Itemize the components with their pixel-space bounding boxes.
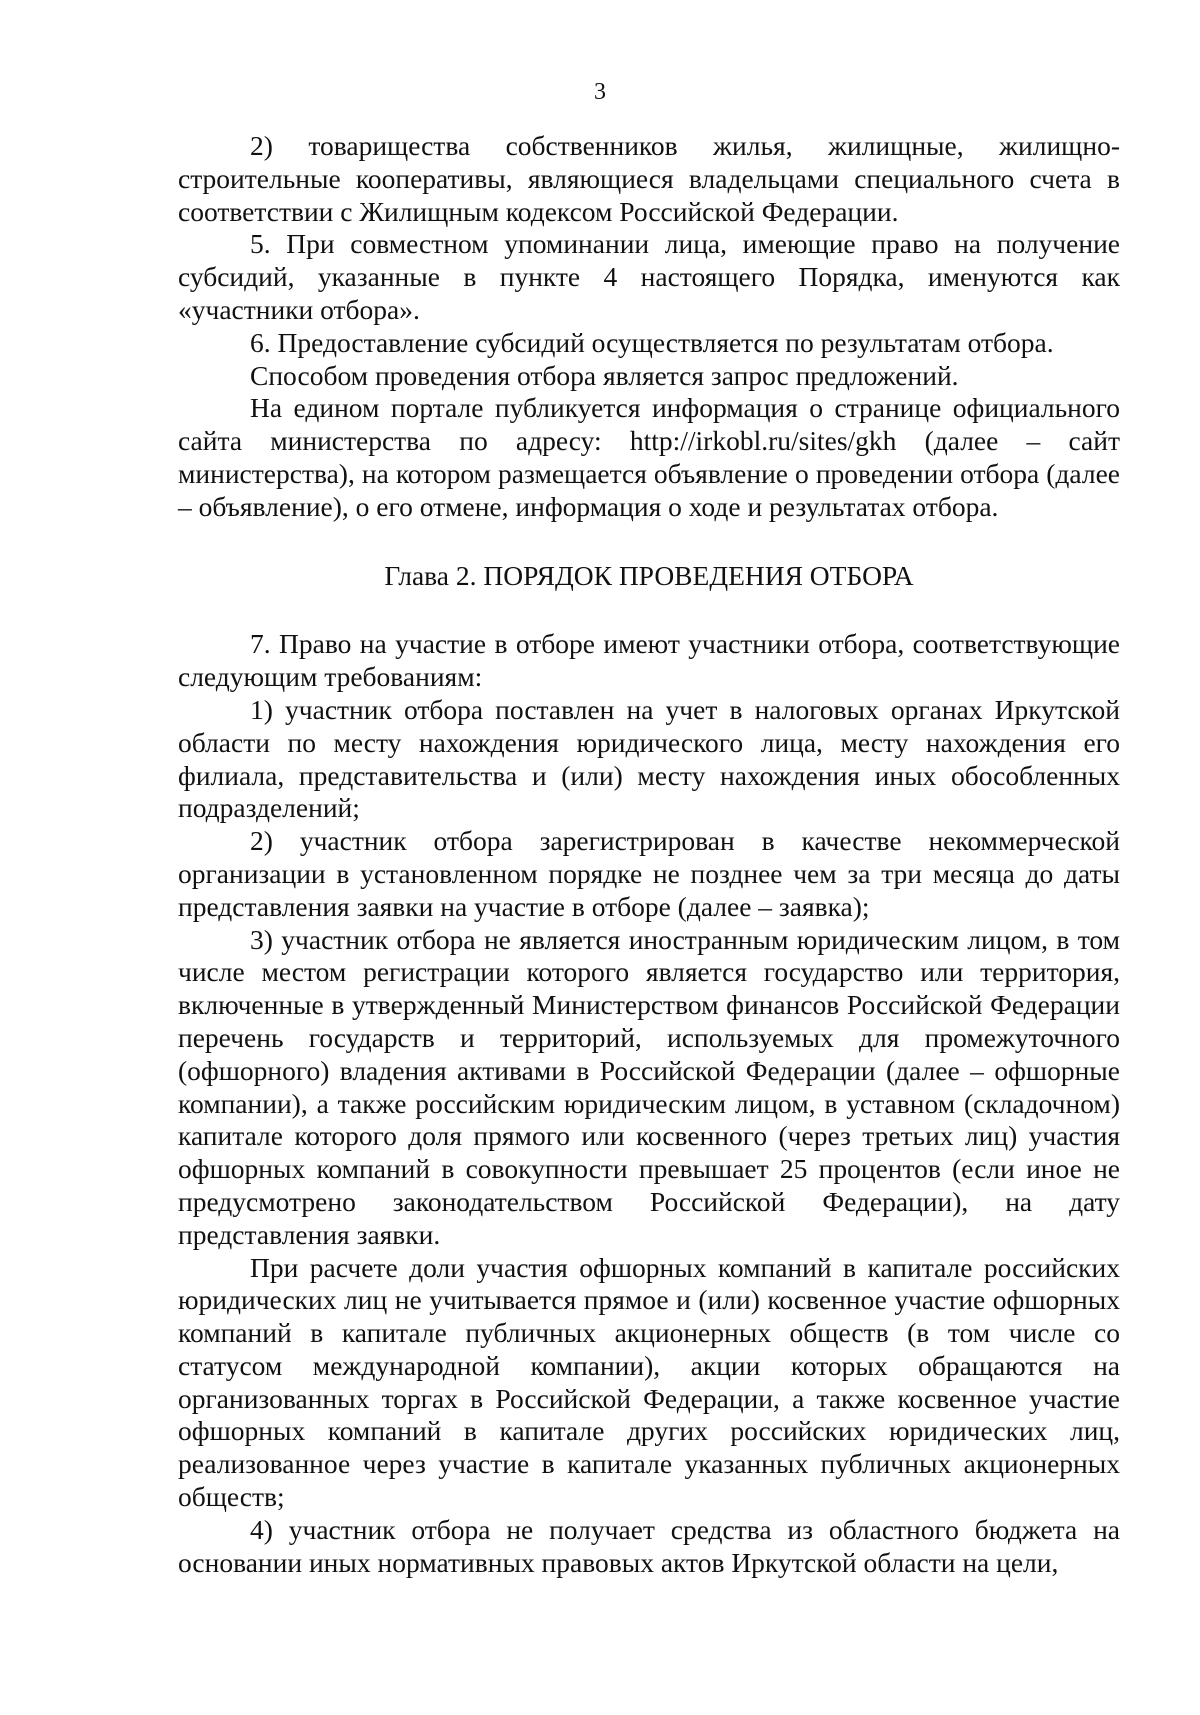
paragraph: 4) участник отбора не получает средства из областного бюджета на основании иных нормативных правовых актов Иркутской области на цели, (178, 1513, 1120, 1578)
paragraph: 5. При совместном упоминании лица, имеющие право на получение субсидий, указанные в пункте 4 настоящего Порядка, именуются как «участники отбора». (178, 228, 1120, 325)
paragraph: 2) участник отбора зарегистрирован в качестве некоммерческой организации в установленном порядке не позднее чем за три месяца до даты представления заявки на участие в отборе (далее – заявка); (178, 825, 1120, 922)
paragraph: Способом проведения отбора является запрос предложений. (250, 359, 959, 391)
paragraph: При расчете доли участия офшорных компаний в капитале российских юридических лиц не учитывается прямое и (или) косвенное участие офшорных компаний в капитале публичных акционерных обществ (в том числе со статусом международной компании), акции которых обращаются на организованных торгах в Российской Федерации, а также косвенное участие офшорных компаний в капитале других российских юридических лиц, реализованное через участие в капитале указанных публичных акционерных обществ; (178, 1251, 1120, 1513)
paragraph: 2) товарищества собственников жилья, жилищные, жилищно-строительные кооперативы, являющиеся владельцами специального счета в соответствии с Жилищным кодексом Российской Федерации. (178, 130, 1120, 227)
paragraph: 3) участник отбора не является иностранным юридическим лицом, в том числе местом регистрации которого является государство или территория, включенные в утвержденный Министерством финансов Российской Федерации перечень государств и территорий, используемых для промежуточного (офшорного) владения активами в Российской Федерации (далее – офшорные компании), а также российским юридическим лицом, в уставном (складочном) капитале которого доля прямого или косвенного (через третьих лиц) участия офшорных компаний в совокупности превышает 25 процентов (если иное не предусмотрено законодательством Российской Федерации), на дату представления заявки. (178, 923, 1120, 1250)
paragraph: 6. Предоставление субсидий осуществляется по результатам отбора. (250, 326, 1054, 358)
chapter-heading: Глава 2. ПОРЯДОК ПРОВЕДЕНИЯ ОТБОРА (384, 559, 914, 591)
document-body (178, 130, 1120, 1579)
page-number: 3 (594, 79, 606, 105)
paragraph: 1) участник отбора поставлен на учет в налоговых органах Иркутской области по месту нахождения юридического лица, месту нахождения его филиала, представительства и (или) месту нахождения иных обособленных подразделений; (178, 693, 1120, 824)
paragraph: 7. Право на участие в отборе имеют участники отбора, соответствующие следующим требованиям: (178, 628, 1120, 693)
paragraph: На едином портале публикуется информация о странице официального сайта министерства по адресу: http://irkobl.ru/sites/gkh (далее – сайт министерства), на котором размещается объявление о проведении отбора (далее – объявление), о его отмене, информация о ходе и результатах отбора. (178, 392, 1120, 522)
